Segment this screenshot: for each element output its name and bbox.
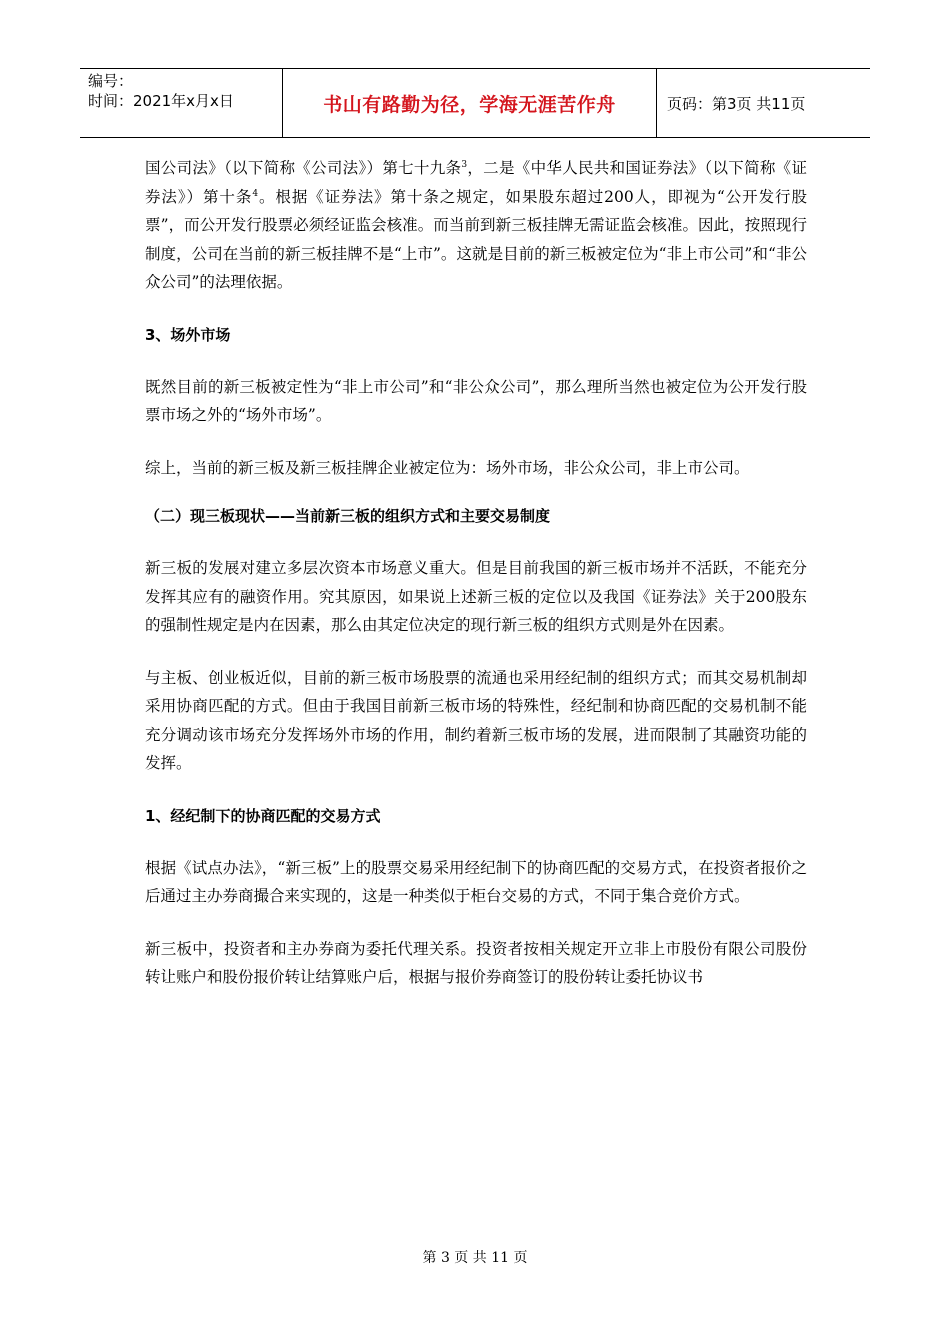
paragraph: 新三板中，投资者和主办券商为委托代理关系。投资者按相关规定开立非上市股份有限公司股份转让账户和股份报价转让结算账户后，根据与报价券商签订的股份转让委托协议书: [145, 939, 807, 986]
footnote-ref[interactable]: 4: [252, 188, 259, 199]
document-body: [145, 154, 807, 992]
footer-page-number: 第 3 页 共 11 页: [422, 1250, 528, 1266]
paragraph: 综上，当前的新三板及新三板挂牌企业被定位为：场外市场，非公众公司，非上市公司。: [145, 458, 750, 477]
section-heading: 1、经纪制下的协商匹配的交易方式: [145, 806, 381, 825]
paragraph: 与主板、创业板近似，目前的新三板市场股票的流通也采用经纪制的组织方式；而其交易机制却采用协商匹配的方式。但由于我国目前新三板市场的特殊性，经纪制和协商匹配的交易机制不能充分调动该市场充分发挥场外市场的作用，制约着新三板市场的发展，进而限制了其融资功能的发挥。: [145, 668, 807, 772]
header-meta: [80, 69, 282, 137]
section-heading: （二）现三板现状——当前新三板的组织方式和主要交易制度: [145, 507, 551, 525]
footnote-ref[interactable]: 3: [461, 159, 468, 170]
time-label: 时间：2021年x月x日: [88, 92, 234, 110]
paragraph-text: 国公司法》（以下简称《公司法》）第七十九条: [145, 159, 462, 177]
motto-text: 书山有路勤为径，学海无涯苦作舟: [323, 93, 616, 116]
paragraph: 既然目前的新三板被定性为“非上市公司”和“非公众公司”，那么理所当然也被定位为公开发行股票市场之外的“场外市场”。: [145, 377, 807, 424]
header-page-info: [657, 69, 870, 137]
paragraph: 新三板的发展对建立多层次资本市场意义重大。但是目前我国的新三板市场并不活跃，不能充分发挥其应有的融资作用。究其原因，如果说上述新三板的定位以及我国《证券法》关于200股东的强制性规定是内在因素，那么由其定位决定的现行新三板的组织方式则是外在因素。: [145, 559, 807, 634]
page-footer: [0, 1247, 950, 1267]
paragraph-text: ，二是《中华人民共和国证券法》（以下简称《证券法》）第十条: [145, 159, 807, 206]
page-info-text: 页码：第3页 共11页: [667, 94, 806, 113]
paragraph: [145, 154, 807, 297]
paragraph: 根据《试点办法》，“新三板”上的股票交易采用经纪制下的协商匹配的交易方式，在投资者报价之后通过主办券商撮合来实现的，这是一种类似于柜台交易的方式，不同于集合竞价方式。: [145, 858, 807, 905]
number-label: 编号：: [88, 72, 134, 90]
page-header: [80, 68, 870, 138]
section-heading: 3、场外市场: [145, 325, 231, 344]
paragraph-text: 。根据《证券法》第十条之规定，如果股东超过200人，即视为“公开发行股票”，而公开发行股票必须经证监会核准。而当前到新三板挂牌无需证监会核准。因此，按照现行制度，公司在当前的新三板挂牌不是“上市”。这就是目前的新三板被定位为“非上市公司”和“非公众公司”的法理依据。: [145, 187, 807, 291]
header-motto-cell: [282, 69, 657, 137]
